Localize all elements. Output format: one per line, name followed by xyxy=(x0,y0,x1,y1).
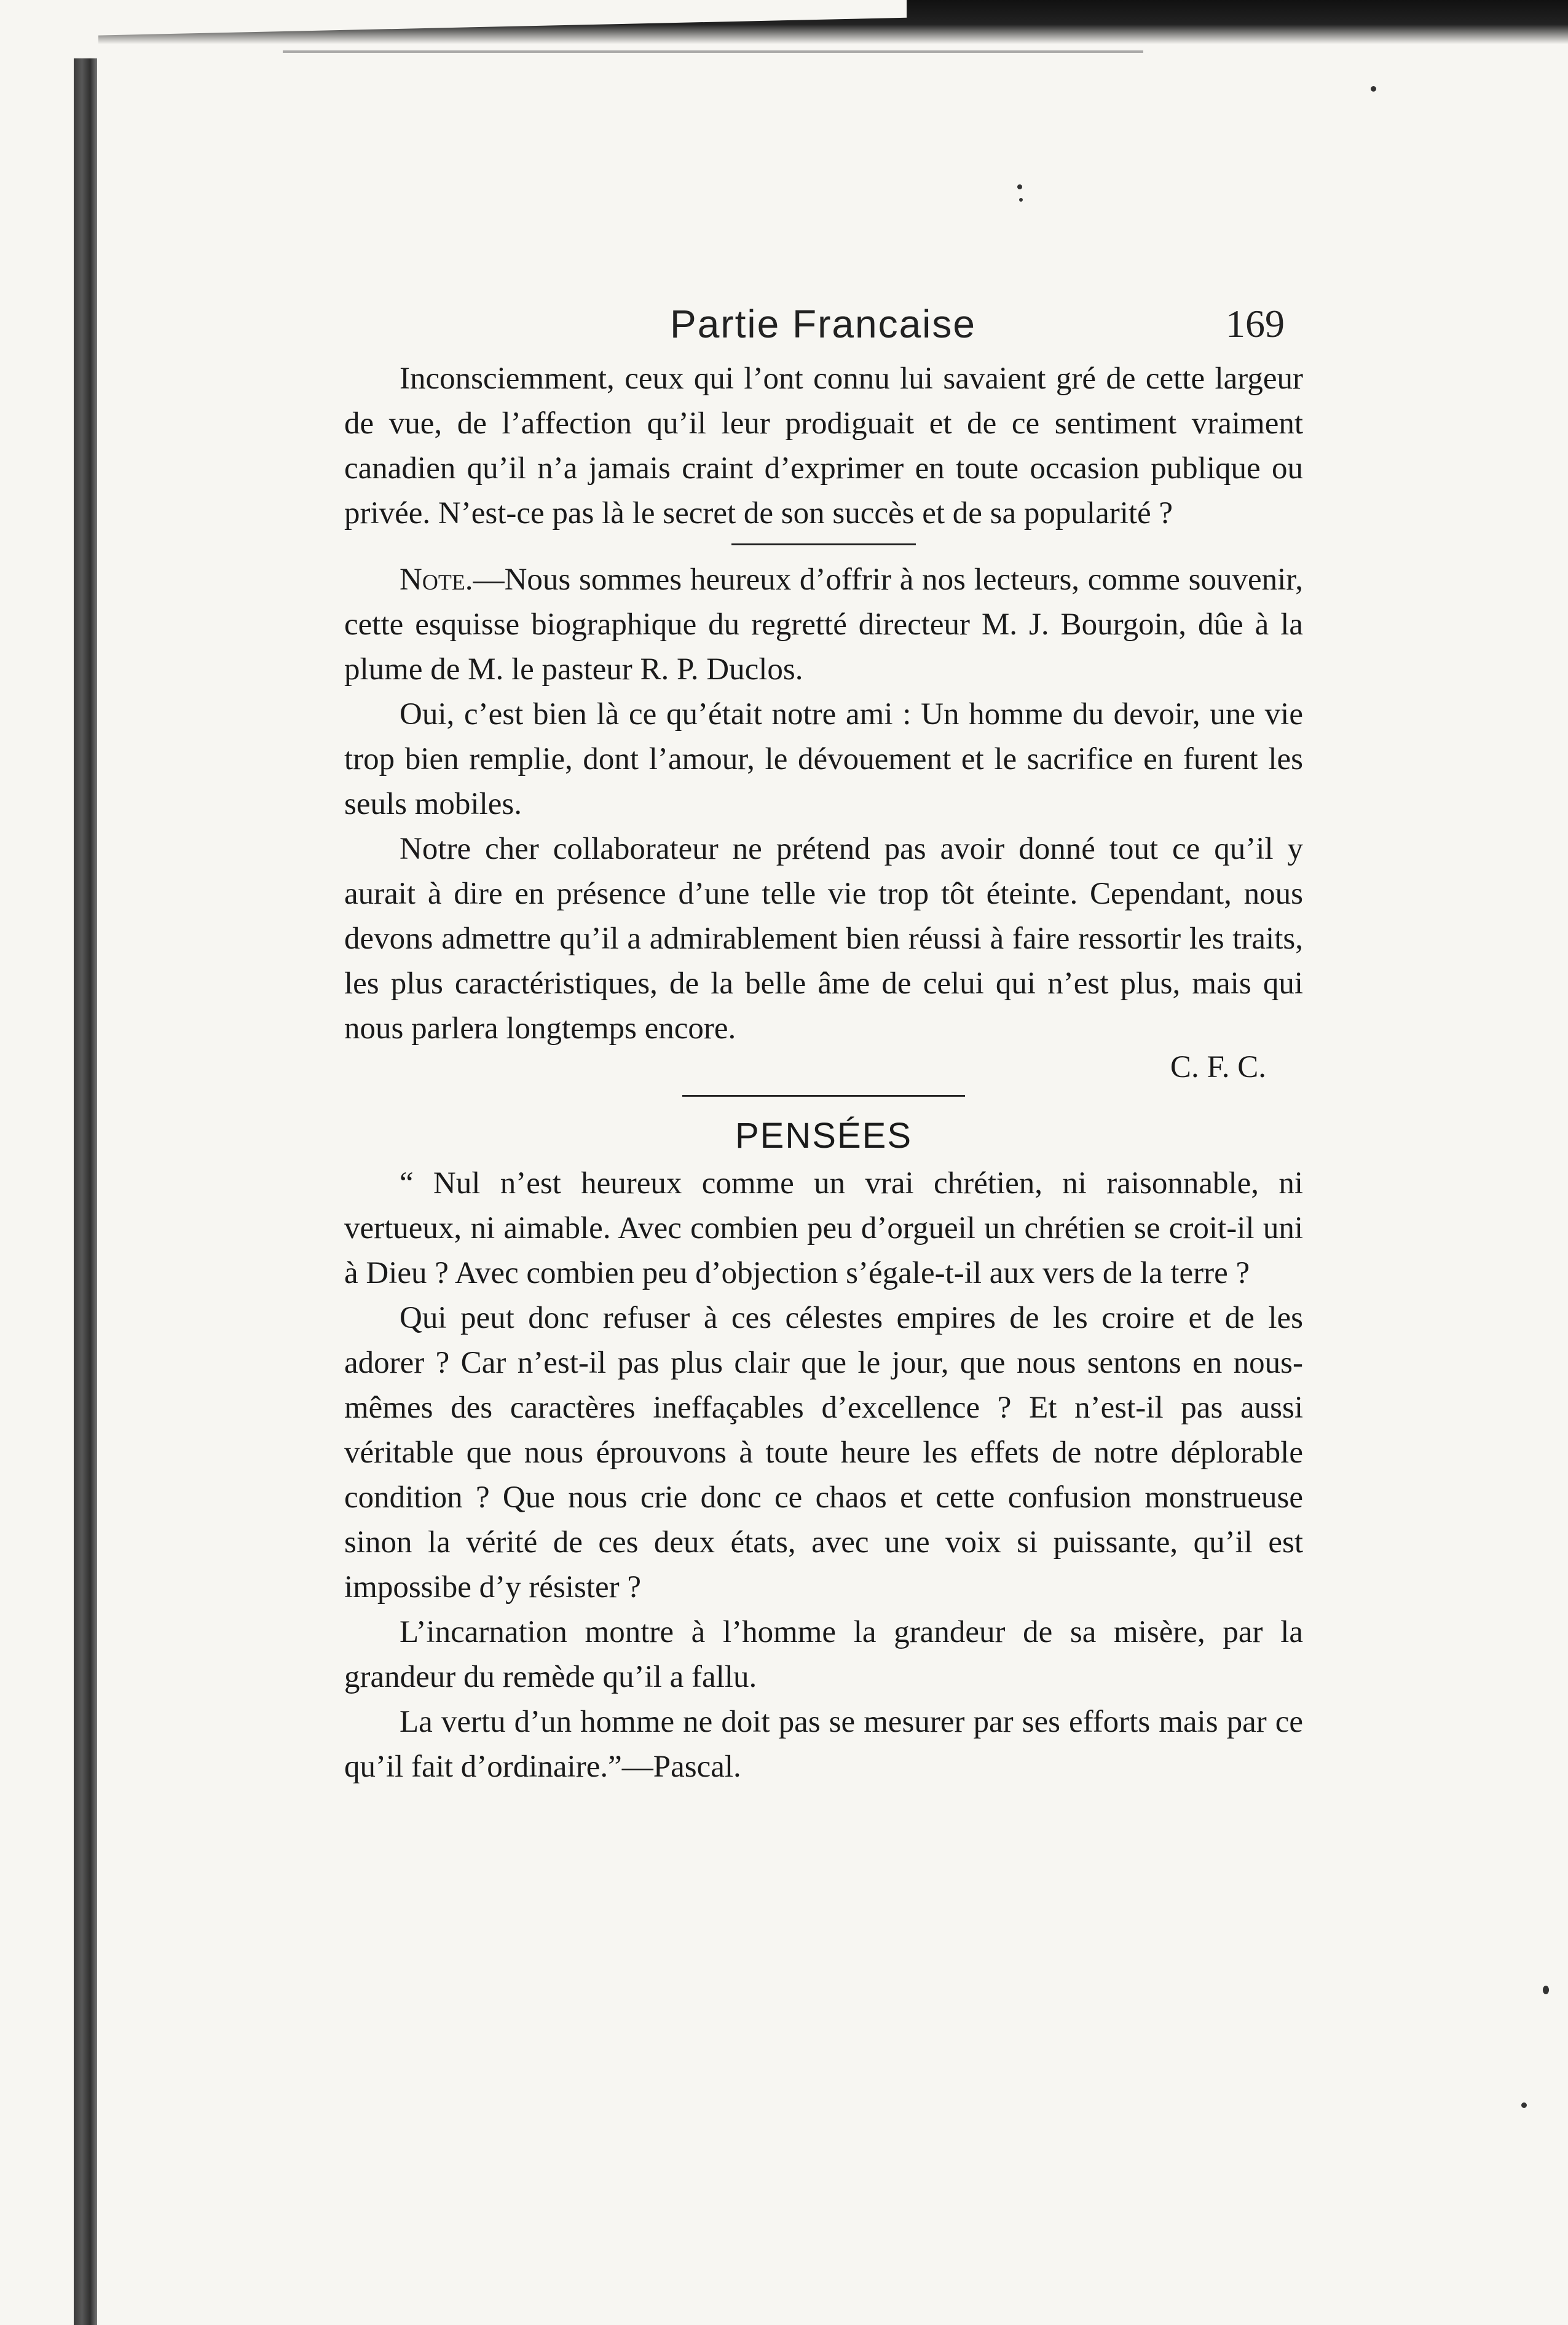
scan-top-edge xyxy=(98,0,1568,44)
pensees-paragraph: “ Nul n’est heureux comme un vrai chrétien, ni raisonnable, ni vertueux, ni aimable. Avec combien peu d’orgueil un chrétien se croit-il uni à Dieu ? Avec combien peu d’objection s’égale-t-il aux vers de la terre ? xyxy=(344,1166,1303,1290)
scan-speck xyxy=(1019,198,1023,202)
book-page xyxy=(344,301,1303,1790)
pensees-paragraph: Qui peut donc refuser à ces célestes empires de les croire et de les adorer ? Car n’est-il pas plus clair que le jour, que nous sentons en nous-mêmes des caractères ineffaçables d’excellence ? Et n’est-il pas aussi véritable que nous éprouvons à toute heure les effets de notre déplorable condition ? Que nous crie donc ce chaos et cette confusion monstrueuse sinon la vérité de ces deux états, avec une voix si puissante, qu’il est impossibe d’y résister ? xyxy=(344,1301,1303,1605)
body-paragraph: Notre cher collaborateur ne prétend pas avoir donné tout ce qu’il y aurait à dire en présence d’une telle vie trop tôt éteinte. Cependant, nous devons admettre qu’il a admirablement bien réussi à faire ressortir les traits, les plus caractéristiques, de la belle âme de celui qui n’est plus, mais qui nous parlera longtemps encore. xyxy=(344,832,1303,1046)
scan-speck xyxy=(1017,184,1022,189)
body-paragraph: Oui, c’est bien là ce qu’était notre ami : Un homme du devoir, une vie trop bien remplie, dont l’amour, le dévouement et le sacrifice en furent les seuls mobiles. xyxy=(344,697,1303,821)
section-divider xyxy=(731,543,916,545)
page-number: 169 xyxy=(1226,302,1285,345)
scan-speck xyxy=(1543,1986,1549,1994)
section-divider xyxy=(682,1095,965,1097)
intro-paragraph: Inconsciemment, ceux qui l’ont connu lui savaient gré de cette largeur de vue, de l’affection qu’il leur prodiguait et de ce sentiment vraiment canadien qu’il n’a jamais craint d’exprimer en toute occasion publique ou privée. N’est-ce pas là le secret de son succès et de sa popularité ? xyxy=(344,361,1303,531)
pensees-paragraph: La vertu d’un homme ne doit pas se mesurer par ses efforts mais par ce qu’il fait d’ordinaire.”—Pascal. xyxy=(344,1705,1303,1784)
scan-speck xyxy=(1521,2102,1527,2108)
scan-top-rule xyxy=(283,50,1143,53)
section-title: PENSÉES xyxy=(735,1116,912,1156)
signature: C. F. C. xyxy=(1170,1050,1266,1084)
page-header xyxy=(344,301,1303,357)
note-label: Note. xyxy=(400,562,473,597)
scan-speck xyxy=(1371,86,1376,92)
pensees-paragraph: L’incarnation montre à l’homme la grandeur de sa misère, par la grandeur du remède qu’il a fallu. xyxy=(344,1615,1303,1694)
note-paragraph xyxy=(344,558,1303,692)
scan-left-edge xyxy=(74,58,97,2325)
note-text: —Nous sommes heureux d’offrir à nos lecteurs, comme souvenir, cette esquisse biographique du regretté directeur M. J. Bourgoin, dûe à la plume de M. le pasteur R. P. Duclos. xyxy=(344,562,1303,687)
running-head: Partie Francaise xyxy=(670,302,976,346)
